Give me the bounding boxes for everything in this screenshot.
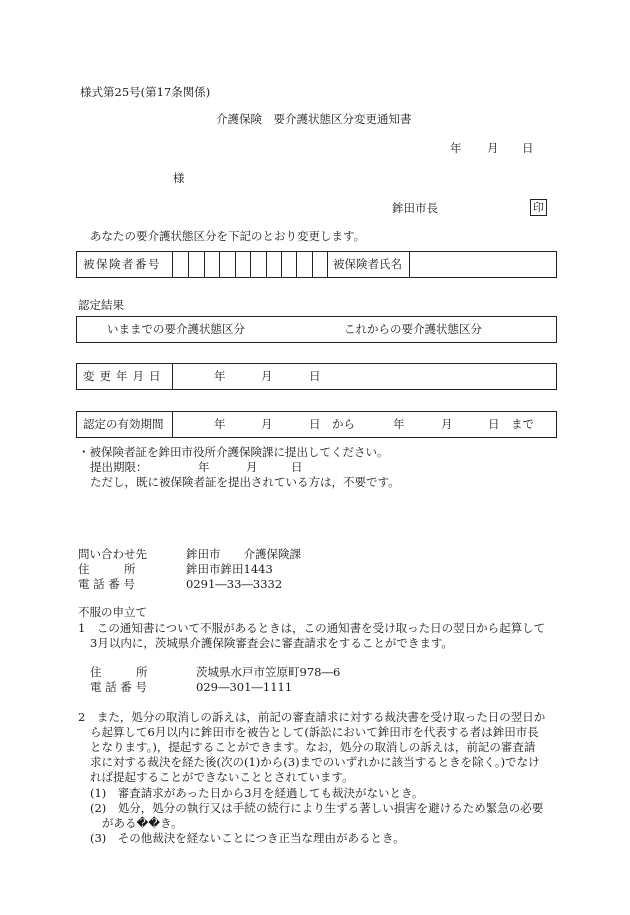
- validity-day-end: 日: [488, 417, 500, 431]
- appeal-address-label: 住 所: [90, 665, 148, 679]
- issue-month: 月: [487, 141, 499, 155]
- appeal-item: (1) 審査請求があった日から3月を経過しても裁決がないとき。: [90, 786, 424, 800]
- validity-month-start: 月: [261, 417, 273, 431]
- contact-label: 問い合わせ先: [78, 547, 147, 561]
- appeal-para2-line: ら起算して6月以内に鉾田市を被告として(訴訟において鉾田市を代表する者は鉾田市長: [90, 725, 539, 739]
- form-number: 様式第25号(第17条関係): [80, 85, 211, 99]
- contact-org: 鉾田市 介護保険課: [186, 547, 301, 561]
- issue-day: 日: [522, 141, 534, 155]
- appeal-para2-line: 2 また，処分の取消しの訴えは，前記の審査請求に対する裁決書を受け取った日の翌日か: [78, 710, 546, 724]
- appeal-para2-line: 求に対する裁決を経た後(次の(1)から(3)までのいずれかに該当するときを除く。)でなけ: [90, 755, 540, 769]
- change-date-label: 変更年月日: [83, 369, 166, 383]
- appeal-para1-line1: 1 この通知書について不服があるときは，この通知書を受け取った日の翌日から起算して: [78, 621, 546, 635]
- appeal-para2-line: れば提起することができないこととされています。: [90, 770, 354, 784]
- change-day: 日: [309, 369, 321, 383]
- issuer-name: 鉾田市長: [392, 201, 438, 215]
- appeal-para2-line: となります。)，提起することができます。なお，処分の取消しの訴えは，前記の審査請: [90, 740, 536, 754]
- result-box: [76, 316, 557, 343]
- validity-day-start: 日: [309, 417, 321, 431]
- validity-until: まで: [511, 417, 534, 431]
- intro-text: あなたの要介護状態区分を下記のとおり変更します。: [90, 229, 366, 243]
- insured-name-label: 被保険者氏名: [333, 257, 402, 271]
- contact-phone-label: 電 話 番 号: [78, 577, 135, 591]
- change-month: 月: [261, 369, 273, 383]
- appeal-para1-line2: 3月以内に，茨城県介護保険審査会に審査請求をすることができます。: [90, 636, 453, 650]
- contact-address: 鉾田市鉾田1443: [186, 562, 273, 576]
- submission-deadline-label: 提出期限：: [90, 460, 148, 474]
- validity-year-end: 年: [393, 417, 405, 431]
- appeal-item: (2) 処分，処分の執行又は手続の続行により生ずる著しい損害を避けるため緊急の必要: [90, 801, 544, 815]
- appeal-phone: 029―301―1111: [196, 680, 293, 694]
- validity-year-start: 年: [214, 417, 226, 431]
- document-title: 介護保険 要介護状態区分変更通知書: [216, 112, 412, 126]
- care-level-before-label: いままでの要介護状態区分: [107, 322, 245, 336]
- addressee-suffix: 様: [173, 171, 185, 185]
- validity-label: 認定の有効期間: [83, 417, 164, 431]
- result-heading: 認定結果: [78, 298, 124, 312]
- contact-address-label: 住 所: [78, 562, 136, 576]
- appeal-phone-label: 電 話 番 号: [90, 680, 147, 694]
- validity-row: [76, 411, 557, 438]
- change-date-row: [76, 363, 557, 390]
- insured-row: [76, 251, 557, 278]
- notice-submit-line: ・被保険者証を鉾田市役所介護保険課に提出してください。: [78, 445, 389, 459]
- deadline-year: 年: [198, 460, 210, 474]
- appeal-item: がある��き。: [102, 816, 183, 830]
- insured-number-label: 被保険者番号: [83, 257, 161, 271]
- change-year: 年: [214, 369, 226, 383]
- issue-year: 年: [450, 141, 462, 155]
- appeal-item: (3) その他裁決を経ないことにつき正当な理由があるとき。: [90, 831, 405, 845]
- deadline-month: 月: [246, 460, 258, 474]
- validity-month-end: 月: [441, 417, 453, 431]
- contact-phone: 0291―33―3332: [186, 577, 283, 591]
- validity-from: から: [332, 417, 355, 431]
- seal-mark: 印: [530, 199, 547, 216]
- appeal-heading: 不服の申立て: [78, 605, 147, 619]
- care-level-after-label: これからの要介護状態区分: [344, 322, 482, 336]
- appeal-address: 茨城県水戸市笠原町978―6: [196, 665, 341, 679]
- deadline-day: 日: [291, 460, 303, 474]
- notice-exception-line: ただし，既に被保険者証を提出されている方は，不要です。: [90, 475, 400, 489]
